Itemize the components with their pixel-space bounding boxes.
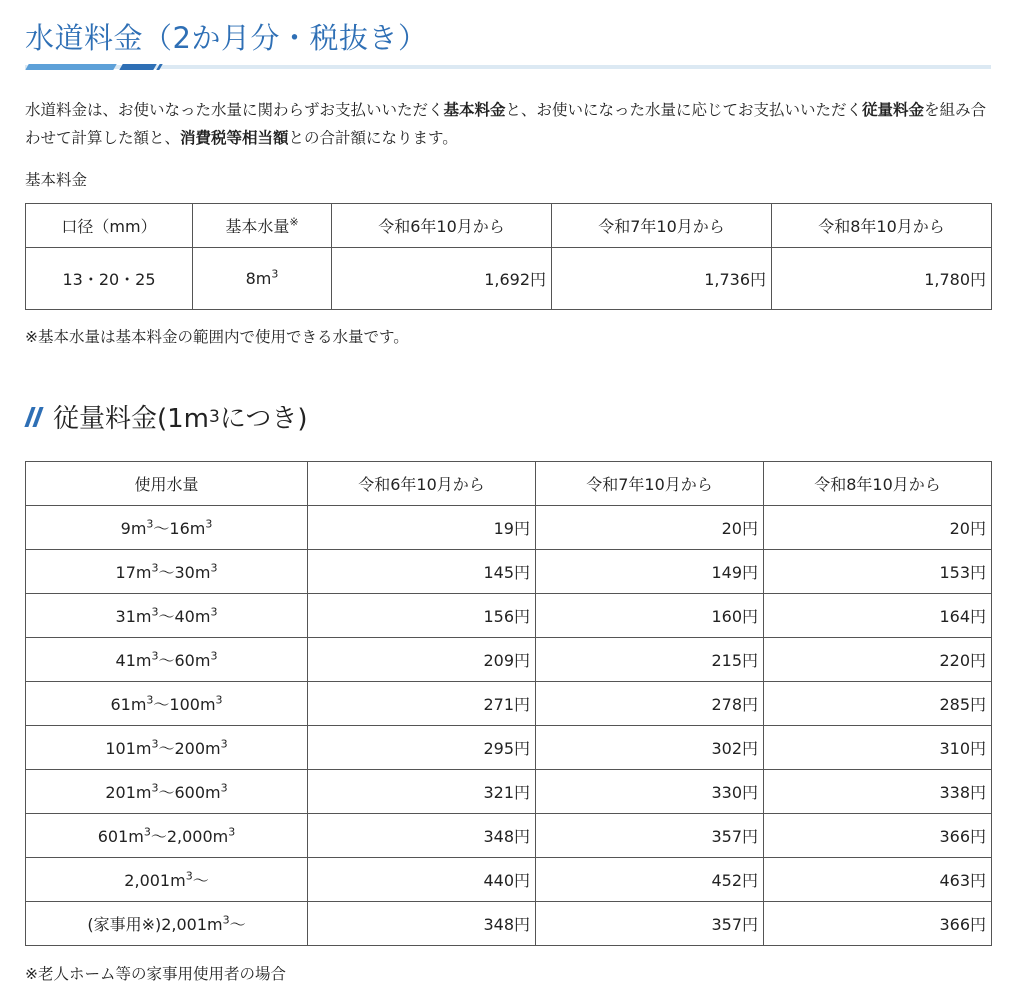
double-slash-icon <box>25 405 43 429</box>
cell-r8: 220円 <box>764 638 992 682</box>
basic-fee-term: 基本料金 <box>443 101 506 119</box>
table-header-row <box>26 462 992 506</box>
household-note: ※老人ホーム等の家事用使用者の場合 <box>25 965 286 983</box>
intro-paragraph: 水道料金は、お使いなった水量に関わらずお支払いいただく基本料金と、お使いになった水量に応じてお支払いいただく従量料金を組み合わせて計算した額と、消費税等相当額との合計額になります。 <box>25 101 987 147</box>
cell-diameter: 13・20・25 <box>26 248 193 310</box>
cell-r8: 366円 <box>764 902 992 946</box>
header-r7: 令和7年10月から <box>536 462 764 506</box>
header-r8: 令和8年10月から <box>764 462 992 506</box>
cell-r6: 271円 <box>308 682 536 726</box>
header-base-volume: 基本水量※ <box>193 204 332 248</box>
table-row <box>26 506 992 550</box>
cell-usage-range: $2,001m^3$〜 <box>26 858 308 902</box>
cell-usage-range: $9m^3$〜$16m^3$ <box>26 506 308 550</box>
cell-r8: 338円 <box>764 770 992 814</box>
page-title: 水道料金（2か月分・税抜き） <box>25 21 428 55</box>
cell-r7: 278円 <box>536 682 764 726</box>
cell-r8: 20円 <box>764 506 992 550</box>
cell-r7: 1,736円 <box>552 248 772 310</box>
cell-usage-range: $201m^3$〜$600m^3$ <box>26 770 308 814</box>
cell-r7: 452円 <box>536 858 764 902</box>
table-row <box>26 682 992 726</box>
table-row <box>26 726 992 770</box>
cell-r8: 1,780円 <box>772 248 992 310</box>
cell-r6: 348円 <box>308 902 536 946</box>
table-row <box>26 902 992 946</box>
cell-usage-range: $41m^3$〜$60m^3$ <box>26 638 308 682</box>
cell-r8: 463円 <box>764 858 992 902</box>
basic-fee-table <box>25 203 992 310</box>
cell-r7: 302円 <box>536 726 764 770</box>
cell-usage-range: $61m^3$〜$100m^3$ <box>26 682 308 726</box>
cell-r6: 321円 <box>308 770 536 814</box>
header-r7: 令和7年10月から <box>552 204 772 248</box>
cell-usage-range: (家事用$※)2,001m^3$〜 <box>26 902 308 946</box>
table-row <box>26 858 992 902</box>
cell-r8: 366円 <box>764 814 992 858</box>
cell-r7: 330円 <box>536 770 764 814</box>
basic-fee-label: 基本料金 <box>25 171 88 189</box>
table-row <box>26 814 992 858</box>
tax-term: 消費税等相当額 <box>180 129 289 147</box>
cell-r6: 209円 <box>308 638 536 682</box>
usage-fee-heading: 従量料金(1m 3 につき) <box>25 398 307 435</box>
cell-r8: 285円 <box>764 682 992 726</box>
cell-r6: 1,692円 <box>332 248 552 310</box>
cell-r6: 145円 <box>308 550 536 594</box>
usage-fee-table <box>25 461 992 946</box>
usage-fee-term: 従量料金 <box>862 101 925 119</box>
header-diameter: 口径（mm） <box>26 204 193 248</box>
header-r6: 令和6年10月から <box>308 462 536 506</box>
cell-r7: 215円 <box>536 638 764 682</box>
table-row <box>26 248 992 310</box>
cell-r6: 348円 <box>308 814 536 858</box>
cell-r8: 164円 <box>764 594 992 638</box>
cell-base-volume: $8m^3$ <box>193 248 332 310</box>
table-row <box>26 550 992 594</box>
title-underline <box>25 63 991 71</box>
cell-r7: 357円 <box>536 902 764 946</box>
cell-usage-range: $601m^3$〜$2,000m^3$ <box>26 814 308 858</box>
cell-r7: 20円 <box>536 506 764 550</box>
header-r6: 令和6年10月から <box>332 204 552 248</box>
cell-r7: 357円 <box>536 814 764 858</box>
cell-r7: 160円 <box>536 594 764 638</box>
header-r8: 令和8年10月から <box>772 204 992 248</box>
cell-usage-range: $31m^3$〜$40m^3$ <box>26 594 308 638</box>
basic-volume-note: ※基本水量は基本料金の範囲内で使用できる水量です。 <box>25 328 409 346</box>
table-row <box>26 770 992 814</box>
cell-r6: 19円 <box>308 506 536 550</box>
cell-r6: 440円 <box>308 858 536 902</box>
header-usage: 使用水量 <box>26 462 308 506</box>
cell-r8: 153円 <box>764 550 992 594</box>
cell-r8: 310円 <box>764 726 992 770</box>
cell-r6: 156円 <box>308 594 536 638</box>
table-header-row <box>26 204 992 248</box>
table-row <box>26 594 992 638</box>
cell-usage-range: $17m^3$〜$30m^3$ <box>26 550 308 594</box>
cell-r7: 149円 <box>536 550 764 594</box>
cell-r6: 295円 <box>308 726 536 770</box>
table-row <box>26 638 992 682</box>
cell-usage-range: $101m^3$〜$200m^3$ <box>26 726 308 770</box>
